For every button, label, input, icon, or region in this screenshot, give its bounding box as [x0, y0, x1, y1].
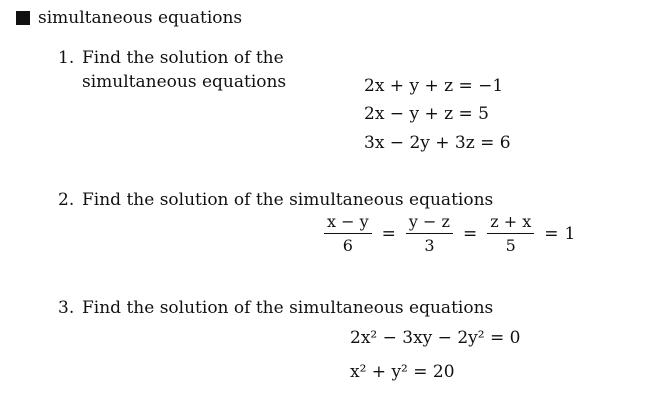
fraction-denominator: 5 — [505, 236, 516, 255]
problem-3 — [58, 298, 493, 318]
problem-2 — [58, 190, 493, 210]
problem-number: 2. — [58, 190, 75, 210]
problem-text: Find the solution of the simultaneous equations — [82, 190, 494, 210]
problem-text-line2: simultaneous equations — [82, 72, 287, 92]
section-title: simultaneous equations — [38, 8, 243, 28]
fraction-denominator: 6 — [342, 236, 353, 255]
equals-sign: = — [381, 224, 396, 244]
fraction-bar — [324, 233, 372, 234]
fraction-3 — [487, 212, 534, 256]
equation-1b: 2x − y + z = 5 — [364, 104, 489, 124]
problem-text: Find the solution of the simultaneous equations — [82, 298, 494, 318]
fraction-bar — [406, 233, 453, 234]
equation-3a: 2x² − 3xy − 2y² = 0 — [350, 328, 521, 348]
fraction-equation — [320, 212, 575, 256]
equation-1c: 3x − 2y + 3z = 6 — [364, 133, 511, 153]
problem-number: 3. — [58, 298, 75, 318]
problem-1-line2 — [82, 72, 286, 92]
fraction-2 — [406, 212, 453, 256]
problem-number: 1. — [58, 48, 75, 68]
equals-sign: = — [462, 224, 478, 244]
equation-1a: 2x + y + z = −1 — [364, 76, 504, 96]
equals-sign: = — [544, 224, 559, 244]
fraction-1 — [324, 212, 372, 256]
fraction-rhs: 1 — [564, 224, 576, 244]
problem-text-line1: Find the solution of the — [82, 48, 284, 68]
fraction-numerator: y − z — [408, 212, 450, 231]
fraction-numerator: z + x — [490, 212, 532, 231]
fraction-bar — [487, 233, 534, 234]
equation-3b: x² + y² = 20 — [350, 362, 455, 382]
bullet-square-icon — [16, 11, 30, 25]
fraction-numerator: x − y — [327, 212, 369, 231]
section-header — [16, 6, 242, 30]
problem-1 — [58, 48, 284, 68]
fraction-denominator: 3 — [424, 236, 435, 255]
